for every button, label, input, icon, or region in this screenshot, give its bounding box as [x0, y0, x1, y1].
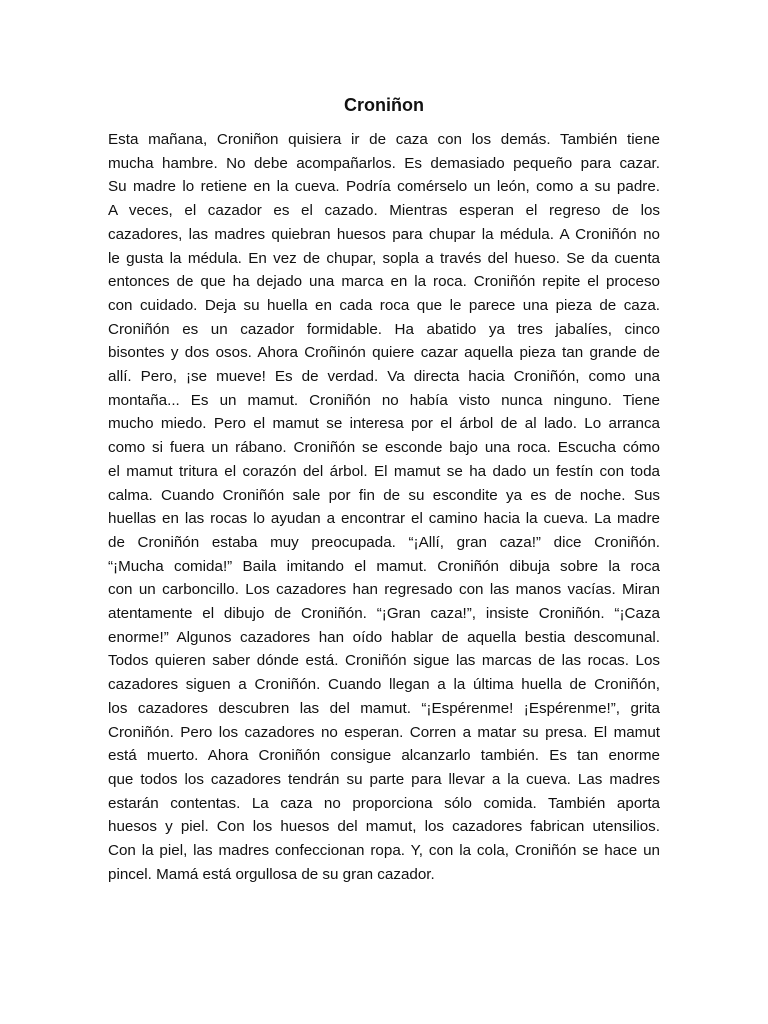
body-line: bisontes y dos osos. Ahora Croñinón quiere cazar aquella pieza tan grande de: [108, 344, 660, 362]
body-line: le gusta la médula. En vez de chupar, sopla a través del hueso. Se da cuenta: [108, 249, 660, 267]
body-line: huellas en las rocas lo ayudan a encontrar el camino hacia la cueva. La madre: [108, 510, 660, 528]
document-body: [108, 128, 660, 887]
body-line: está muerto. Ahora Croniñón consigue alcanzarlo también. Es tan enorme: [108, 747, 660, 765]
document-title: Croniñon: [344, 95, 424, 115]
body-line: el mamut tritura el corazón del árbol. El mamut se ha dado un festín con toda: [108, 462, 660, 480]
body-line: con un carboncillo. Los cazadores han regresado con las manos vacías. Miran: [108, 581, 660, 599]
body-line: estarán contentas. La caza no proporciona sólo comida. También aporta: [108, 794, 660, 812]
body-line: Croniñón. Pero los cazadores no esperan. Corren a matar su presa. El mamut: [108, 723, 660, 741]
body-line: con cuidado. Deja su huella en cada roca que le parece una pieza de caza.: [108, 296, 660, 314]
body-line: calma. Cuando Croniñón sale por fin de su escondite ya es de noche. Sus: [108, 486, 660, 504]
body-line: entonces de que ha dejado una marca en la roca. Croniñón repite el proceso: [108, 273, 660, 291]
body-line: “¡Mucha comida!” Baila imitando el mamut. Croniñón dibuja sobre la roca: [108, 557, 660, 575]
body-line: de Croniñón estaba muy preocupada. “¡Allí, gran caza!” dice Croniñón.: [108, 533, 660, 551]
body-line: pincel. Mamá está orgullosa de su gran cazador.: [108, 865, 435, 883]
body-line: allí. Pero, ¡se mueve! Es de verdad. Va directa hacia Croniñón, como una: [108, 368, 660, 386]
body-line: mucho miedo. Pero el mamut se interesa por el árbol de al lado. Lo arranca: [108, 415, 660, 433]
body-line: A veces, el cazador es el cazado. Mientras esperan el regreso de los: [108, 202, 660, 220]
body-line: Con la piel, las madres confeccionan ropa. Y, con la cola, Croniñón se hace un: [108, 842, 660, 860]
body-line: montaña... Es un mamut. Croniñón no había visto nunca ninguno. Tiene: [108, 391, 660, 409]
body-line: como si fuera un rábano. Croniñón se esconde bajo una roca. Escucha cómo: [108, 439, 660, 457]
body-line: atentamente el dibujo de Croniñón. “¡Gran caza!”, insiste Croniñón. “¡Caza: [108, 605, 660, 623]
body-line: mucha hambre. No debe acompañarlos. Es demasiado pequeño para cazar.: [108, 154, 660, 172]
body-line: los cazadores descubren las del mamut. “¡Espérenme! ¡Espérenme!”, grita: [108, 699, 660, 717]
body-line: Esta mañana, Croniñon quisiera ir de caza con los demás. También tiene: [108, 131, 660, 148]
body-line: huesos y piel. Con los huesos del mamut, los cazadores fabrican utensilios.: [108, 818, 660, 836]
body-line: cazadores, las madres quiebran huesos para chupar la médula. A Croniñón no: [108, 225, 660, 243]
body-line: que todos los cazadores tendrán su parte para llevar a la cueva. Las madres: [108, 770, 660, 788]
body-line: Croniñón es un cazador formidable. Ha abatido ya tres jabalíes, cinco: [108, 320, 660, 338]
body-line: cazadores siguen a Croniñón. Cuando llegan a la última huella de Croniñón,: [108, 676, 660, 694]
body-line: enorme!” Algunos cazadores han oído hablar de aquella bestia descomunal.: [108, 628, 660, 646]
body-line: Todos quieren saber dónde está. Croniñón sigue las marcas de las rocas. Los: [108, 652, 660, 670]
body-line: Su madre lo retiene en la cueva. Podría comérselo un león, como a su padre.: [108, 178, 660, 196]
